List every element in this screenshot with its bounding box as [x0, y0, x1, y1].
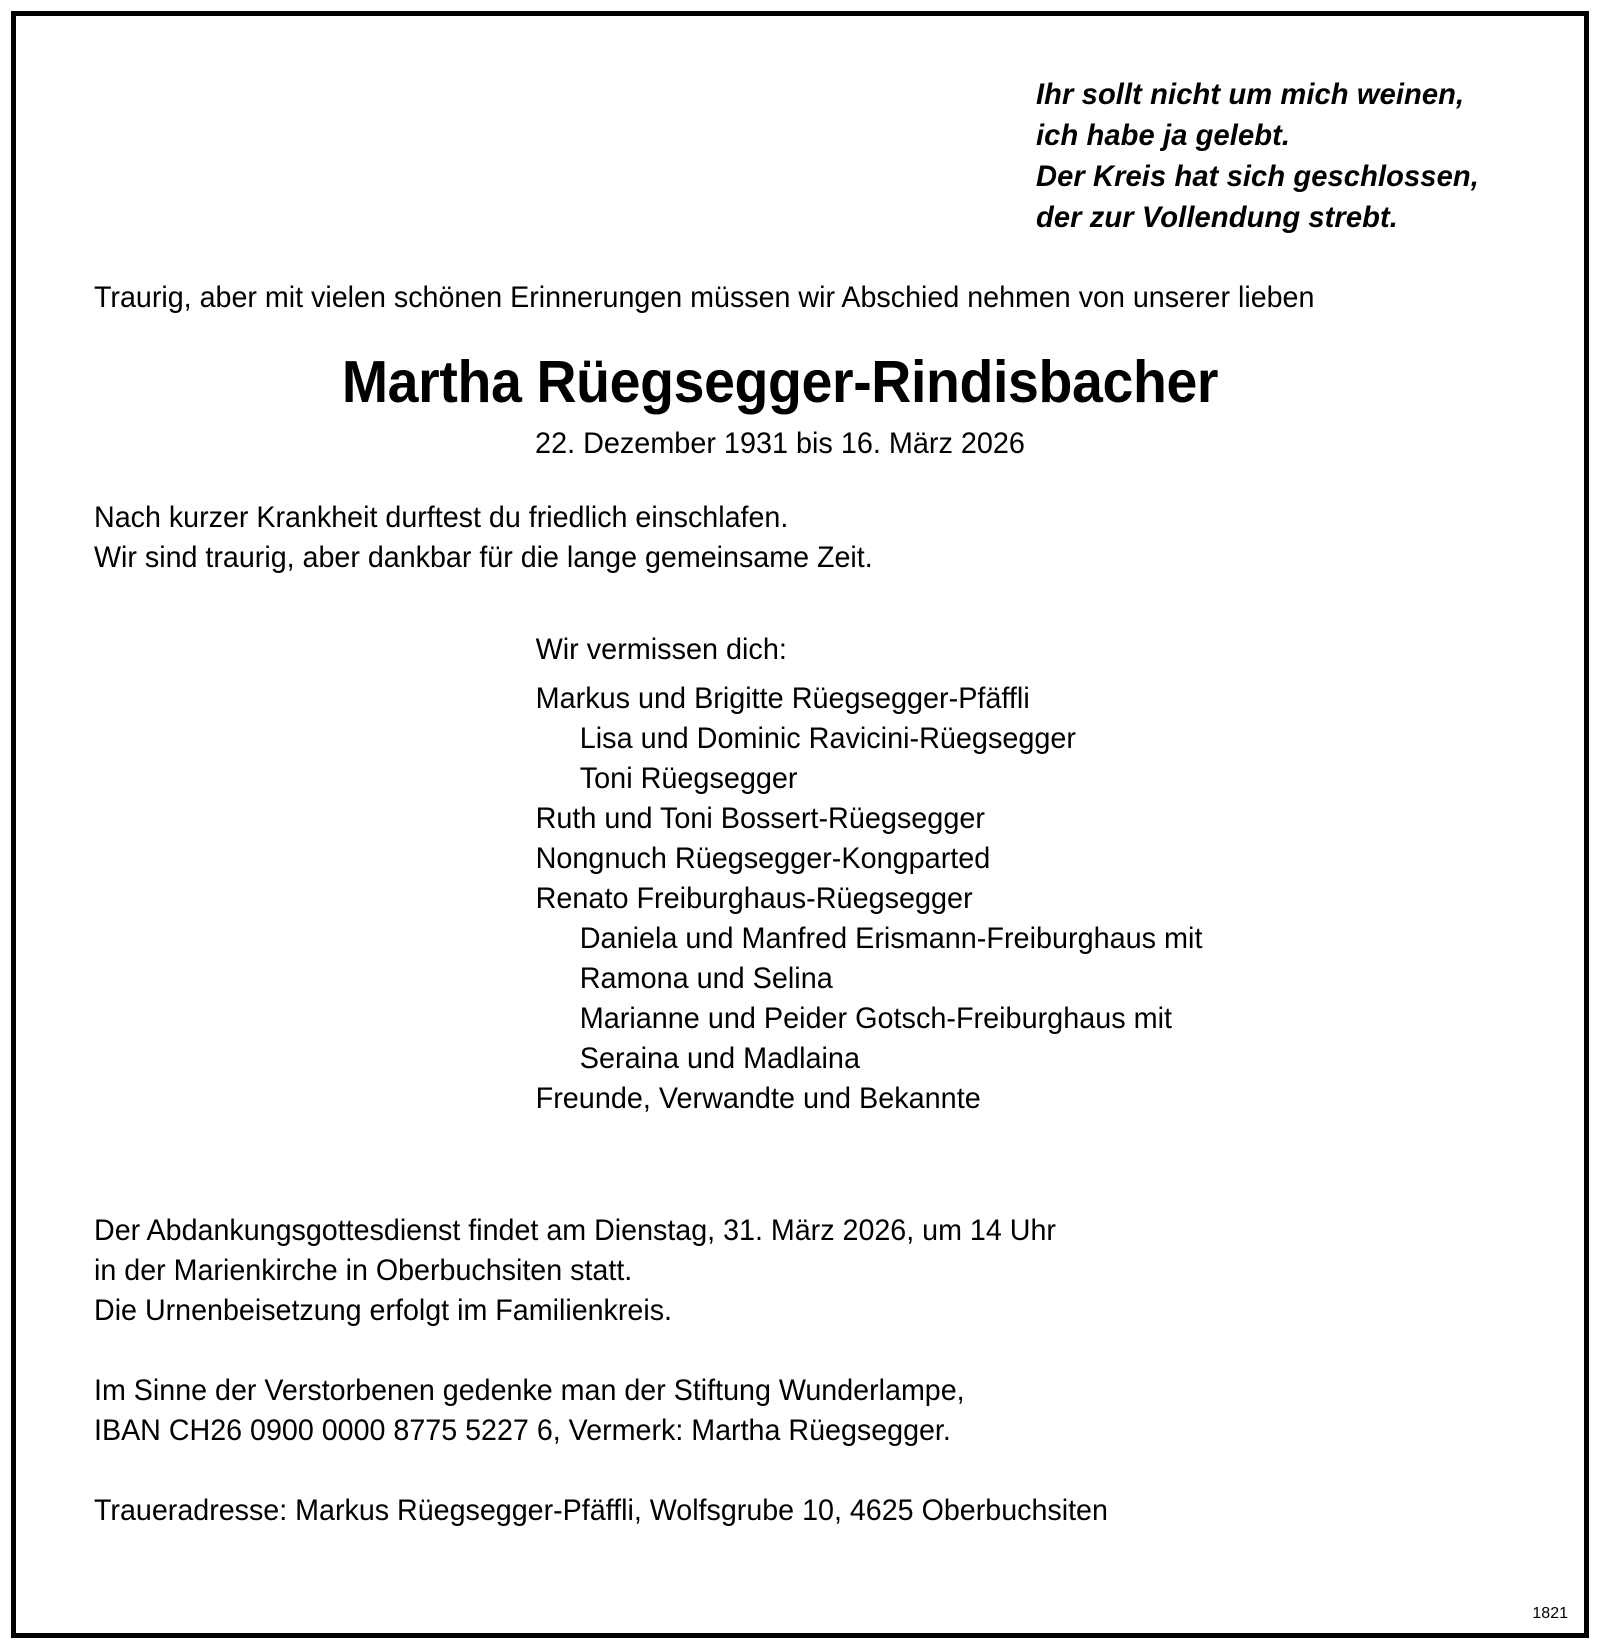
survivor-line: Ramona und Selina: [579, 962, 833, 995]
deceased-name: Martha Rüegsegger-Rindisbacher: [341, 349, 1219, 415]
survivor-line: Toni Rüegsegger: [579, 762, 798, 795]
poem-line: Der Kreis hat sich geschlossen,: [1036, 160, 1479, 193]
survivor-line: Lisa und Dominic Ravicini-Rüegsegger: [579, 722, 1077, 755]
survivors-section: [94, 630, 1450, 1119]
poem-line: ich habe ja gelebt.: [1036, 119, 1291, 152]
passing-line: Wir sind traurig, aber dankbar für die lange gemeinsame Zeit.: [94, 541, 873, 574]
donation-iban-line: IBAN CH26 0900 0000 8775 5227 6, Vermerk: Martha Rüegsegger.: [94, 1414, 951, 1447]
mourning-address: Traueradresse: Markus Rüegsegger-Pfäffli, Wolfsgrube 10, 4625 Oberbuchsiten: [94, 1494, 1108, 1527]
survivor-line: Markus und Brigitte Rüegsegger-Pfäffli: [535, 682, 1030, 715]
memorial-poem: [94, 16, 1506, 238]
passing-message: [94, 498, 1442, 578]
survivor-line: Renato Freiburghaus-Rüegsegger: [535, 882, 973, 915]
notice-content: [16, 16, 1584, 1633]
notice-border-frame: [11, 11, 1589, 1638]
survivor-line: Seraina und Madlaina: [579, 1042, 860, 1075]
service-line: Die Urnenbeisetzung erfolgt im Familienkreis.: [94, 1294, 673, 1327]
introduction-text: Traurig, aber mit vielen schönen Erinnerungen müssen wir Abschied nehmen von unserer lieben: [94, 281, 1315, 314]
survivors-heading: Wir vermissen dich:: [535, 633, 787, 666]
passing-line: Nach kurzer Krankheit durftest du friedlich einschlafen.: [94, 501, 789, 534]
poem-line: der zur Vollendung strebt.: [1036, 201, 1398, 234]
deceased-life-dates: 22. Dezember 1931 bis 16. März 2026: [535, 427, 1025, 460]
reference-number: 1821: [1532, 1605, 1568, 1622]
survivor-line: Daniela und Manfred Erismann-Freiburghaus mit: [579, 922, 1203, 955]
donation-line: Im Sinne der Verstorbenen gedenke man der Stiftung Wunderlampe,: [94, 1374, 965, 1407]
service-line: in der Marienkirche in Oberbuchsiten statt.: [94, 1254, 633, 1287]
survivor-line: Freunde, Verwandte und Bekannte: [535, 1082, 981, 1115]
donation-details: [94, 1371, 1442, 1451]
poem-line: Ihr sollt nicht um mich weinen,: [1036, 78, 1465, 111]
survivor-line: Marianne und Peider Gotsch-Freiburghaus mit: [579, 1002, 1173, 1035]
deceased-name-block: [94, 350, 1506, 462]
funeral-service-details: [94, 1211, 1442, 1331]
survivor-line: Nongnuch Rüegsegger-Kongparted: [535, 842, 991, 875]
survivor-line: Ruth und Toni Bossert-Rüegsegger: [535, 802, 985, 835]
memorial-poem-lines: [1036, 74, 1492, 238]
service-line: Der Abdankungsgottesdienst findet am Dienstag, 31. März 2026, um 14 Uhr: [94, 1214, 1056, 1247]
